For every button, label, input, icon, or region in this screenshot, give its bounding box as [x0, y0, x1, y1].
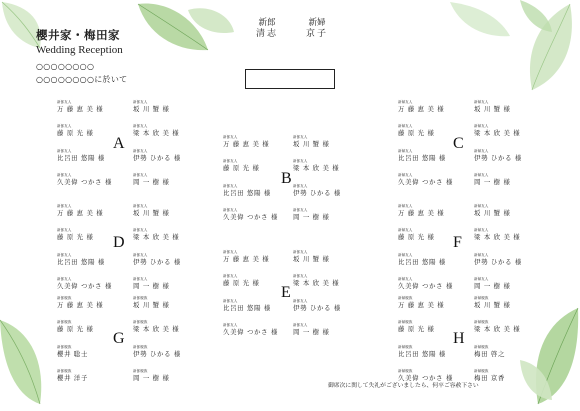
guest-card: [223, 299, 293, 312]
guest-card: [133, 124, 203, 137]
guest-relation: 新郎友人: [57, 252, 72, 257]
guest-card: [474, 296, 544, 309]
guest-name: 久美偉 つかさ 様: [223, 213, 279, 221]
guest-name: 梁 本 欣 美 様: [133, 129, 180, 138]
footer-note: 御席次に関して失礼がございましたら、何卒ご容赦下さい: [328, 383, 479, 389]
leaf-decoration-top-right: [420, 0, 580, 110]
guest-relation: 新郎友人: [293, 323, 308, 327]
guest-relation: 新郎友人: [223, 323, 238, 327]
guest-card: [133, 253, 203, 266]
guest-card: [293, 135, 363, 148]
guest-name: 坂 川 蟹 様: [474, 105, 511, 113]
guest-name: 比呂田 悠陽 様: [57, 153, 106, 162]
groom-name: 清志: [255, 29, 278, 39]
guest-card: [133, 320, 203, 333]
guest-relation: 新郎友人: [223, 298, 238, 303]
guest-relation: 新郎友人: [133, 252, 148, 257]
guest-name: 万 藤 恵 美 様: [57, 301, 104, 309]
guest-card: [57, 100, 127, 113]
guest-relation: 新婦親族: [474, 369, 489, 373]
table-label-b: B: [281, 170, 292, 187]
guest-card: [474, 204, 544, 217]
guest-name: 梅田 啓之: [474, 349, 506, 358]
guest-card: [293, 208, 363, 221]
guest-card: [293, 274, 363, 287]
guest-card: [133, 100, 203, 113]
guest-name: 坂 川 蟹 様: [474, 209, 511, 217]
guest-relation: 新郎友人: [293, 208, 308, 212]
guest-name: 比呂田 悠陽 様: [223, 303, 272, 312]
guest-relation: 新郎友人: [57, 173, 72, 177]
guest-card: [398, 204, 468, 217]
guest-card: [57, 277, 127, 290]
guest-name: 万 藤 恵 美 様: [57, 209, 104, 217]
guest-name: 比呂田 悠陽 様: [398, 349, 447, 358]
guest-card: [57, 173, 127, 186]
guest-card: [474, 228, 544, 241]
guest-card: [133, 345, 203, 358]
guest-relation: 新郎友人: [133, 173, 148, 177]
guest-card: [223, 184, 293, 197]
guest-name: 伊勢 ひかる 様: [293, 188, 342, 197]
guest-card: [293, 159, 363, 172]
guest-name: 櫻井 聡士: [57, 349, 89, 358]
guest-name: 梁 本 欣 美 様: [474, 233, 521, 242]
guest-relation: 新郎友人: [57, 148, 72, 153]
guest-name: 藤 原 光 様: [57, 325, 94, 334]
guest-relation: 新婦友人: [474, 277, 489, 281]
guest-card: [474, 100, 544, 113]
guest-card: [57, 369, 127, 382]
guest-name: 岡 一 樹 様: [133, 374, 170, 382]
bride-name: 京子: [305, 29, 328, 39]
guest-name: 久美偉 つかさ 様: [398, 374, 454, 382]
guest-card: [57, 204, 127, 217]
leaf-decoration-top-center: [128, 0, 238, 70]
guest-name: 比呂田 悠陽 様: [223, 188, 272, 197]
bride-block: [305, 18, 329, 40]
table-label-c: C: [453, 135, 464, 152]
guest-card: [398, 149, 468, 162]
guest-name: 梅田 京香: [474, 374, 506, 382]
guest-name: 久美偉 つかさ 様: [57, 178, 113, 186]
guest-card: [474, 149, 544, 162]
guest-name: 比呂田 悠陽 様: [57, 257, 106, 266]
guest-relation: 新婦親族: [398, 296, 413, 300]
guest-relation: 新郎親族: [133, 296, 148, 300]
guest-name: 藤 原 光 様: [223, 279, 260, 288]
guest-card: [223, 250, 293, 263]
guest-relation: 新郎親族: [57, 296, 72, 300]
guest-relation: 新郎友人: [133, 204, 148, 208]
guest-relation: 新婦友人: [398, 124, 413, 129]
guest-card: [474, 124, 544, 137]
guest-name: 伊勢 ひかる 様: [474, 153, 523, 162]
guest-card: [398, 228, 468, 241]
guest-relation: 新婦友人: [474, 252, 489, 257]
guest-card: [57, 296, 127, 309]
guest-name: 梁 本 欣 美 様: [293, 164, 340, 173]
families-title: 櫻井家・梅田家: [36, 28, 120, 42]
guest-name: 久美偉 つかさ 様: [223, 328, 279, 336]
guest-relation: 新婦友人: [474, 124, 489, 129]
guest-name: 比呂田 悠陽 様: [398, 257, 447, 266]
guest-card: [398, 100, 468, 113]
guest-card: [133, 277, 203, 290]
guest-relation: 新郎友人: [293, 183, 308, 188]
groom-block: [255, 18, 279, 40]
guest-name: 梁 本 欣 美 様: [133, 325, 180, 334]
guest-relation: 新婦友人: [474, 228, 489, 233]
guest-relation: 新郎友人: [293, 250, 308, 254]
guest-name: 久美偉 つかさ 様: [398, 178, 454, 186]
guest-name: 藤 原 光 様: [57, 233, 94, 242]
guest-card: [57, 253, 127, 266]
guest-relation: 新郎親族: [133, 344, 148, 349]
guest-relation: 新郎友人: [57, 204, 72, 208]
guest-card: [57, 149, 127, 162]
guest-name: 坂 川 蟹 様: [293, 140, 330, 148]
guest-name: 伊勢 ひかる 様: [133, 349, 182, 358]
guest-name: 万 藤 恵 美 様: [223, 255, 270, 263]
guest-card: [293, 323, 363, 336]
guest-card: [474, 277, 544, 290]
guest-name: 万 藤 恵 美 様: [57, 105, 104, 113]
event-date: ○○○○○○○○: [36, 62, 95, 71]
guest-card: [474, 345, 544, 358]
guest-card: [223, 208, 293, 221]
guest-name: 万 藤 恵 美 様: [398, 209, 445, 217]
guest-relation: 新婦友人: [474, 173, 489, 177]
guest-relation: 新婦親族: [474, 344, 489, 349]
guest-relation: 新婦友人: [398, 148, 413, 153]
guest-relation: 新郎友人: [133, 148, 148, 153]
guest-card: [57, 228, 127, 241]
guest-name: 藤 原 光 様: [57, 129, 94, 138]
guest-name: 岡 一 樹 様: [474, 282, 511, 290]
guest-name: 万 藤 恵 美 様: [398, 105, 445, 113]
head-table: [245, 69, 335, 89]
guest-relation: 新郎親族: [57, 320, 72, 325]
guest-name: 岡 一 樹 様: [293, 328, 330, 336]
guest-relation: 新郎友人: [293, 274, 308, 279]
guest-name: 比呂田 悠陽 様: [398, 153, 447, 162]
guest-relation: 新婦友人: [398, 277, 413, 281]
guest-card: [398, 253, 468, 266]
event-title: Wedding Reception: [36, 44, 123, 56]
event-venue: ○○○○○○○○に於いて: [36, 75, 128, 84]
guest-name: 藤 原 光 様: [398, 233, 435, 242]
guest-name: 梁 本 欣 美 様: [474, 129, 521, 138]
guest-relation: 新郎友人: [133, 124, 148, 129]
guest-card: [474, 369, 544, 382]
guest-name: 伊勢 ひかる 様: [474, 257, 523, 266]
guest-card: [398, 320, 468, 333]
guest-card: [223, 159, 293, 172]
guest-name: 岡 一 樹 様: [293, 213, 330, 221]
guest-card: [223, 135, 293, 148]
guest-relation: 新郎友人: [293, 135, 308, 139]
guest-card: [133, 296, 203, 309]
leaf-decoration-bottom-left: [0, 300, 60, 411]
guest-relation: 新郎友人: [133, 100, 148, 104]
guest-relation: 新郎友人: [57, 124, 72, 129]
guest-relation: 新郎友人: [223, 135, 238, 139]
guest-card: [474, 320, 544, 333]
guest-relation: 新婦友人: [398, 100, 413, 104]
guest-name: 坂 川 蟹 様: [133, 209, 170, 217]
table-label-f: F: [453, 234, 462, 251]
guest-card: [57, 124, 127, 137]
guest-name: 櫻井 洋子: [57, 374, 89, 382]
guest-name: 伊勢 ひかる 様: [293, 303, 342, 312]
guest-name: 岡 一 樹 様: [133, 178, 170, 186]
guest-card: [293, 184, 363, 197]
guest-name: 梁 本 欣 美 様: [293, 279, 340, 288]
guest-card: [133, 149, 203, 162]
groom-role: 新郎: [258, 18, 276, 28]
guest-card: [133, 369, 203, 382]
guest-card: [474, 253, 544, 266]
guest-relation: 新婦友人: [398, 204, 413, 208]
guest-card: [293, 250, 363, 263]
guest-relation: 新婦友人: [398, 252, 413, 257]
guest-card: [398, 173, 468, 186]
guest-relation: 新郎友人: [293, 298, 308, 303]
guest-card: [398, 296, 468, 309]
guest-name: 藤 原 光 様: [223, 164, 260, 173]
guest-relation: 新郎友人: [223, 208, 238, 212]
guest-relation: 新郎友人: [133, 228, 148, 233]
guest-card: [398, 124, 468, 137]
guest-relation: 新婦友人: [474, 100, 489, 104]
guest-relation: 新婦友人: [474, 204, 489, 208]
guest-relation: 新郎友人: [223, 250, 238, 254]
guest-name: 万 藤 恵 美 様: [223, 140, 270, 148]
guest-card: [57, 345, 127, 358]
guest-card: [293, 299, 363, 312]
guest-relation: 新郎友人: [133, 277, 148, 281]
table-label-a: A: [113, 135, 125, 152]
guest-card: [398, 277, 468, 290]
guest-name: 坂 川 蟹 様: [133, 105, 170, 113]
guest-relation: 新郎友人: [223, 274, 238, 279]
table-label-e: E: [281, 284, 291, 301]
guest-name: 藤 原 光 様: [398, 129, 435, 138]
guest-relation: 新婦親族: [398, 320, 413, 325]
guest-relation: 新郎親族: [133, 320, 148, 325]
guest-name: 万 藤 恵 美 様: [398, 301, 445, 309]
guest-relation: 新婦親族: [398, 344, 413, 349]
guest-name: 岡 一 樹 様: [474, 178, 511, 186]
guest-relation: 新婦友人: [398, 228, 413, 233]
table-label-d: D: [113, 234, 125, 251]
guest-relation: 新郎友人: [57, 277, 72, 281]
bride-role: 新婦: [308, 18, 326, 28]
guest-name: 久美偉 つかさ 様: [398, 282, 454, 290]
guest-name: 伊勢 ひかる 様: [133, 257, 182, 266]
guest-relation: 新郎友人: [57, 100, 72, 104]
guest-name: 藤 原 光 様: [398, 325, 435, 334]
guest-card: [133, 204, 203, 217]
guest-name: 伊勢 ひかる 様: [133, 153, 182, 162]
guest-name: 岡 一 樹 様: [133, 282, 170, 290]
guest-name: 坂 川 蟹 様: [474, 301, 511, 309]
guest-name: 坂 川 蟹 様: [293, 255, 330, 263]
guest-relation: 新郎親族: [133, 369, 148, 373]
guest-card: [398, 345, 468, 358]
guest-card: [223, 274, 293, 287]
table-label-g: G: [113, 330, 125, 347]
guest-relation: 新郎友人: [223, 183, 238, 188]
guest-relation: 新郎友人: [223, 159, 238, 164]
guest-relation: 新郎友人: [57, 228, 72, 233]
guest-relation: 新郎友人: [293, 159, 308, 164]
guest-relation: 新婦友人: [398, 173, 413, 177]
guest-relation: 新婦親族: [398, 369, 413, 373]
guest-card: [474, 173, 544, 186]
guest-name: 久美偉 つかさ 様: [57, 282, 113, 290]
table-label-h: H: [453, 330, 465, 347]
guest-name: 梁 本 欣 美 様: [474, 325, 521, 334]
guest-relation: 新郎親族: [57, 369, 72, 373]
guest-relation: 新婦親族: [474, 296, 489, 300]
guest-card: [133, 173, 203, 186]
guest-relation: 新郎親族: [57, 344, 72, 349]
guest-card: [57, 320, 127, 333]
guest-relation: 新婦友人: [474, 148, 489, 153]
guest-name: 梁 本 欣 美 様: [133, 233, 180, 242]
guest-card: [223, 323, 293, 336]
guest-card: [133, 228, 203, 241]
guest-name: 坂 川 蟹 様: [133, 301, 170, 309]
guest-relation: 新婦親族: [474, 320, 489, 325]
